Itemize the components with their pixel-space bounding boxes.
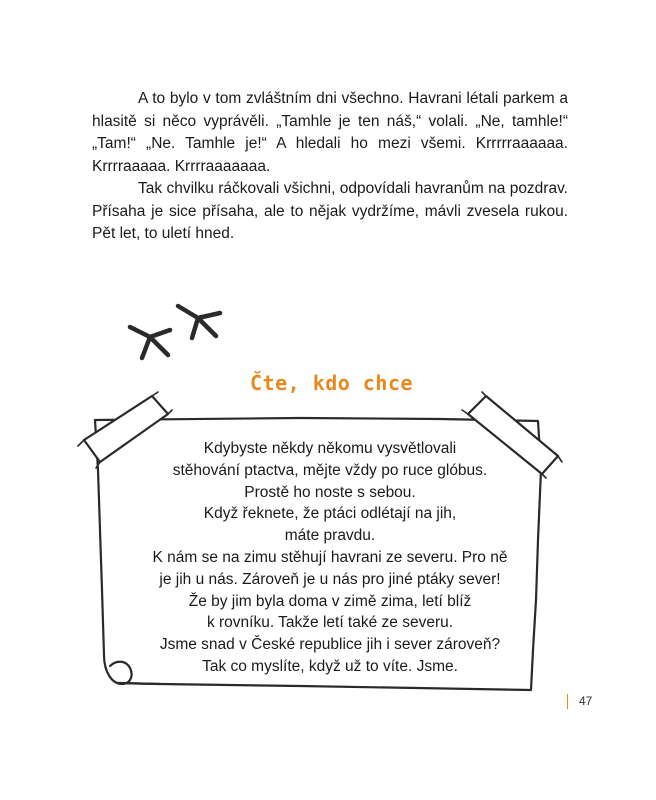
box-line: Když řeknete, že ptáci odlétají na jih, <box>203 505 457 523</box>
box-line: Prostě ho noste s sebou. <box>244 483 416 501</box>
page-number: 47 <box>579 694 593 708</box>
box-line: Že by jim byla doma v zimě zima, letí blíž <box>188 592 472 610</box>
bird-silhouettes-icon <box>130 306 220 358</box>
story-paragraph-1: A to bylo v tom zvláštním dni všechno. Havrani létali parkem a hlasitě si něco vyprávěli. „Tamhle je ten náš,“ volali. „Ne, tamhle!“ „Tam!“ „Ne. Tamhle je!“ A hledali ho mezi všemi. Krrrrraaaaaa. Krrrraaaaa. Krrrraaaaaaa. <box>92 90 568 175</box>
box-line: Kdybyste někdy někomu vysvětlovali <box>203 440 457 457</box>
box-line: K nám se na zimu stěhují havrani ze severu. Pro ně <box>152 548 508 566</box>
box-line: k rovníku. Takže letí také ze severu. <box>206 614 454 632</box>
box-line: stěhování ptactva, mějte vždy po ruce glóbus. <box>172 461 488 479</box>
box-line: máte pravdu. <box>284 527 376 545</box>
story-paragraph-2: Tak chvilku ráčkovali všichni, odpovídali havranům na pozdrav. Přísaha je sice přísaha, ale to nějak vydržíme, mávli zvesela rukou. Pět let, to uletí hned. <box>92 180 568 242</box>
box-line: Tak co myslíte, když už to víte. Jsme. <box>202 657 458 675</box>
box-text <box>110 438 550 678</box>
box-title: Čte, kdo chce <box>250 371 414 395</box>
box-line: Jsme snad v České republice jih i sever zároveň? <box>159 636 501 654</box>
box-line: je jih u nás. Zároveň je u nás pro jiné ptáky sever! <box>159 570 501 588</box>
page-number-divider <box>567 694 568 709</box>
